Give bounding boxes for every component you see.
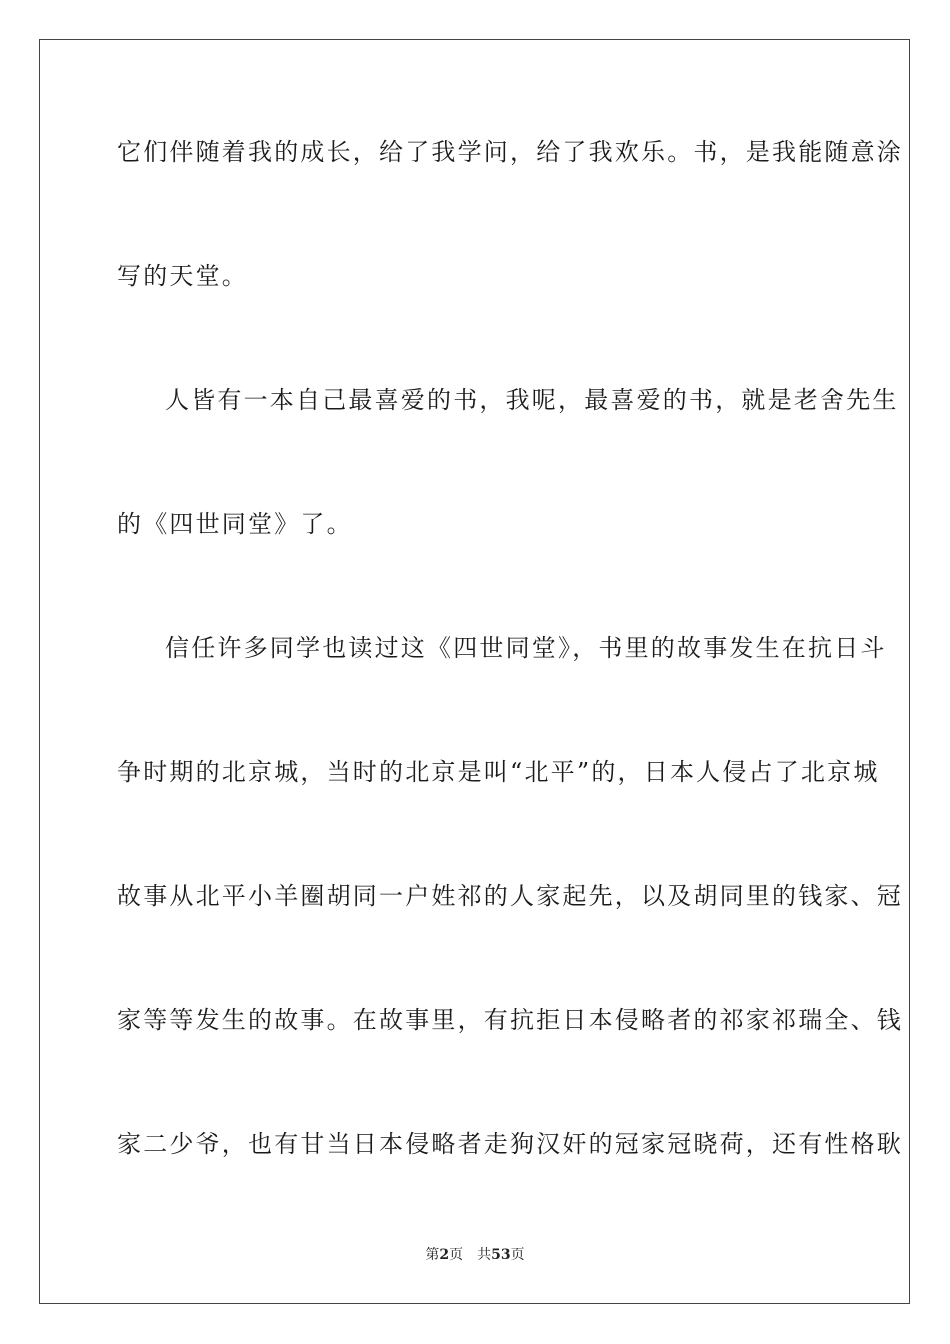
text-line: 故事从北平小羊圈胡同一户姓祁的人家起先，以及胡同里的钱家、冠	[117, 882, 903, 910]
text-line: 家二少爷，也有甘当日本侵略者走狗汉奸的冠家冠晓荷，还有性格耿	[117, 1130, 903, 1158]
page-footer	[0, 1246, 950, 1264]
total-suffix: 页	[510, 1247, 525, 1263]
paragraph-first-line: 信任许多同学也读过这《四世同堂》，书里的故事发生在抗日斗	[165, 634, 887, 662]
total-prefix: 共	[477, 1247, 492, 1263]
page-border	[39, 39, 910, 1304]
page-number: 2	[439, 1247, 450, 1263]
text-line: 家等等发生的故事。在故事里，有抗拒日本侵略者的祁家祁瑞全、钱	[117, 1006, 903, 1034]
page-suffix: 页	[449, 1247, 464, 1263]
text-line: 争时期的北京城，当时的北京是叫“北平”的，日本人侵占了北京城	[117, 758, 880, 786]
text-line: 它们伴随着我的成长，给了我学问，给了我欢乐。书，是我能随意涂	[117, 138, 903, 166]
text-line: 写的天堂。	[117, 262, 248, 290]
text-line: 的《四世同堂》了。	[117, 510, 353, 538]
paragraph-first-line: 人皆有一本自己最喜爱的书，我呢，最喜爱的书，就是老舍先生	[165, 386, 899, 414]
total-pages: 53	[491, 1247, 511, 1263]
page-prefix: 第	[425, 1247, 440, 1263]
